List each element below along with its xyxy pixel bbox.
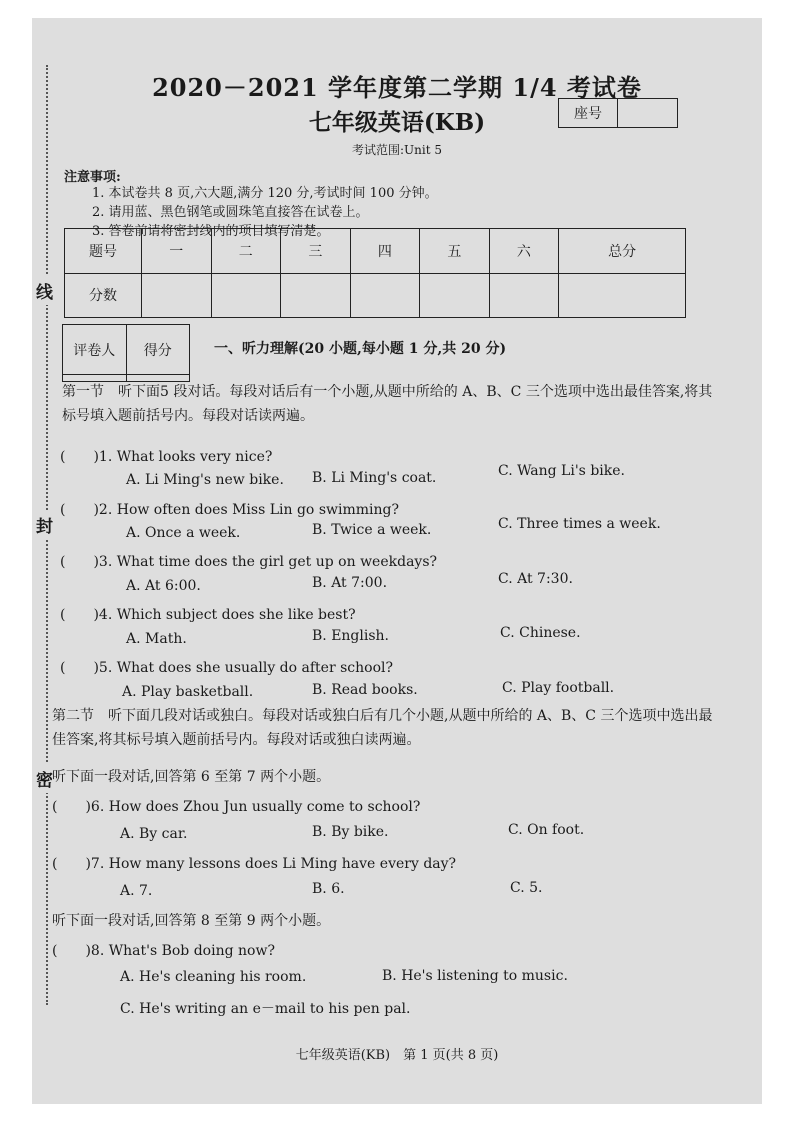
q8-option-a: A. He's cleaning his room. xyxy=(120,969,307,985)
q6-option-a: A. By car. xyxy=(120,826,188,842)
score-col-1: 一 xyxy=(142,229,212,274)
seat-number-box xyxy=(558,98,678,128)
seat-number-field[interactable] xyxy=(618,99,677,127)
q6-option-b: B. By bike. xyxy=(312,824,389,840)
notice-item-2: 2. 请用蓝、黑色钢笔或圆珠笔直接答在试卷上。 xyxy=(92,205,369,220)
grader-table xyxy=(62,324,190,382)
q8-option-c: C. He's writing an e－mail to his pen pal. xyxy=(120,1001,411,1017)
notice-item-1: 1. 本试卷共 8 页,六大题,满分 120 分,考试时间 100 分钟。 xyxy=(92,186,438,201)
seal-char-seal: 封 xyxy=(36,510,53,539)
score-cell xyxy=(420,273,490,318)
score-table-row-label: 分数 xyxy=(65,273,142,318)
q5-option-b: B. Read books. xyxy=(312,682,418,698)
question-1: ( )1. What looks very nice? xyxy=(60,449,273,465)
q5-option-a: A. Play basketball. xyxy=(122,684,254,700)
exam-scope: 考试范围:Unit 5 xyxy=(352,143,442,157)
q2-option-c: C. Three times a week. xyxy=(498,516,661,532)
section2-instructions: 第二节 听下面几段对话或独白。每段对话或独白后有几个小题,从题中所给的 A、B、C 三个选项中选出最佳答案,将其标号填入题前括号内。每段对话或独白读两遍。 xyxy=(52,708,713,748)
q1-option-b: B. Li Ming's coat. xyxy=(312,470,437,486)
listening-subheading-1: 听下面一段对话,回答第 6 至第 7 两个小题。 xyxy=(52,769,331,785)
q7-option-a: A. 7. xyxy=(120,883,153,899)
score-cell xyxy=(211,273,281,318)
q3-option-c: C. At 7:30. xyxy=(498,571,573,587)
question-4: ( )4. Which subject does she like best? xyxy=(60,607,356,623)
question-5: ( )5. What does she usually do after school? xyxy=(60,660,393,676)
score-col-total: 总分 xyxy=(559,229,686,274)
listening-subheading-2: 听下面一段对话,回答第 8 至第 9 两个小题。 xyxy=(52,913,331,929)
q3-option-b: B. At 7:00. xyxy=(312,575,388,591)
section1-instructions: 第一节 听下面5 段对话。每段对话后有一个小题,从题中所给的 A、B、C 三个选项中选出最佳答案,将其标号填入题前括号内。每段对话读两遍。 xyxy=(62,384,713,424)
q7-option-b: B. 6. xyxy=(312,881,345,897)
notice-title: 注意事项: xyxy=(64,170,121,185)
notice-item-3: 3. 答卷前请将密封线内的项目填写清楚。 xyxy=(92,224,330,239)
page-footer: 七年级英语(KB) 第 1 页(共 8 页) xyxy=(295,1048,499,1063)
grader-label: 评卷人 xyxy=(63,325,127,375)
score-col-2: 二 xyxy=(211,229,281,274)
question-3: ( )3. What time does the girl get up on weekdays? xyxy=(60,554,438,570)
q5-option-c: C. Play football. xyxy=(502,680,615,696)
q1-option-c: C. Wang Li's bike. xyxy=(498,463,625,479)
seat-label: 座号 xyxy=(559,99,618,127)
score-col-3: 三 xyxy=(281,229,351,274)
score-cell xyxy=(142,273,212,318)
q4-option-b: B. English. xyxy=(312,628,389,644)
question-7: ( )7. How many lessons does Li Ming have every day? xyxy=(52,856,457,872)
seal-char-line: 线 xyxy=(36,276,53,305)
score-cell xyxy=(489,273,559,318)
exam-subject: 七年级英语(KB) xyxy=(308,109,486,136)
question-8: ( )8. What's Bob doing now? xyxy=(52,943,275,959)
score-cell xyxy=(281,273,351,318)
exam-title: 2020－2021 学年度第二学期 1/4 考试卷 xyxy=(152,73,642,102)
score-cell xyxy=(350,273,420,318)
score-table xyxy=(64,228,686,318)
q4-option-c: C. Chinese. xyxy=(500,625,581,641)
score-cell xyxy=(559,273,686,318)
question-6: ( )6. How does Zhou Jun usually come to school? xyxy=(52,799,421,815)
q2-option-a: A. Once a week. xyxy=(126,525,241,541)
seal-char-secret: 密 xyxy=(36,764,53,793)
q4-option-a: A. Math. xyxy=(126,631,187,647)
score-table-header-label: 题号 xyxy=(65,229,142,274)
q1-option-a: A. Li Ming's new bike. xyxy=(126,472,284,488)
question-2: ( )2. How often does Miss Lin go swimming? xyxy=(60,502,399,518)
q8-option-b: B. He's listening to music. xyxy=(382,968,568,984)
q6-option-c: C. On foot. xyxy=(508,822,585,838)
score-col-5: 五 xyxy=(420,229,490,274)
grader-score-label: 得分 xyxy=(126,325,190,375)
score-col-6: 六 xyxy=(489,229,559,274)
q2-option-b: B. Twice a week. xyxy=(312,522,432,538)
part1-title: 一、听力理解(20 小题,每小题 1 分,共 20 分) xyxy=(214,341,507,357)
q7-option-c: C. 5. xyxy=(510,880,543,896)
q3-option-a: A. At 6:00. xyxy=(126,578,201,594)
score-col-4: 四 xyxy=(350,229,420,274)
